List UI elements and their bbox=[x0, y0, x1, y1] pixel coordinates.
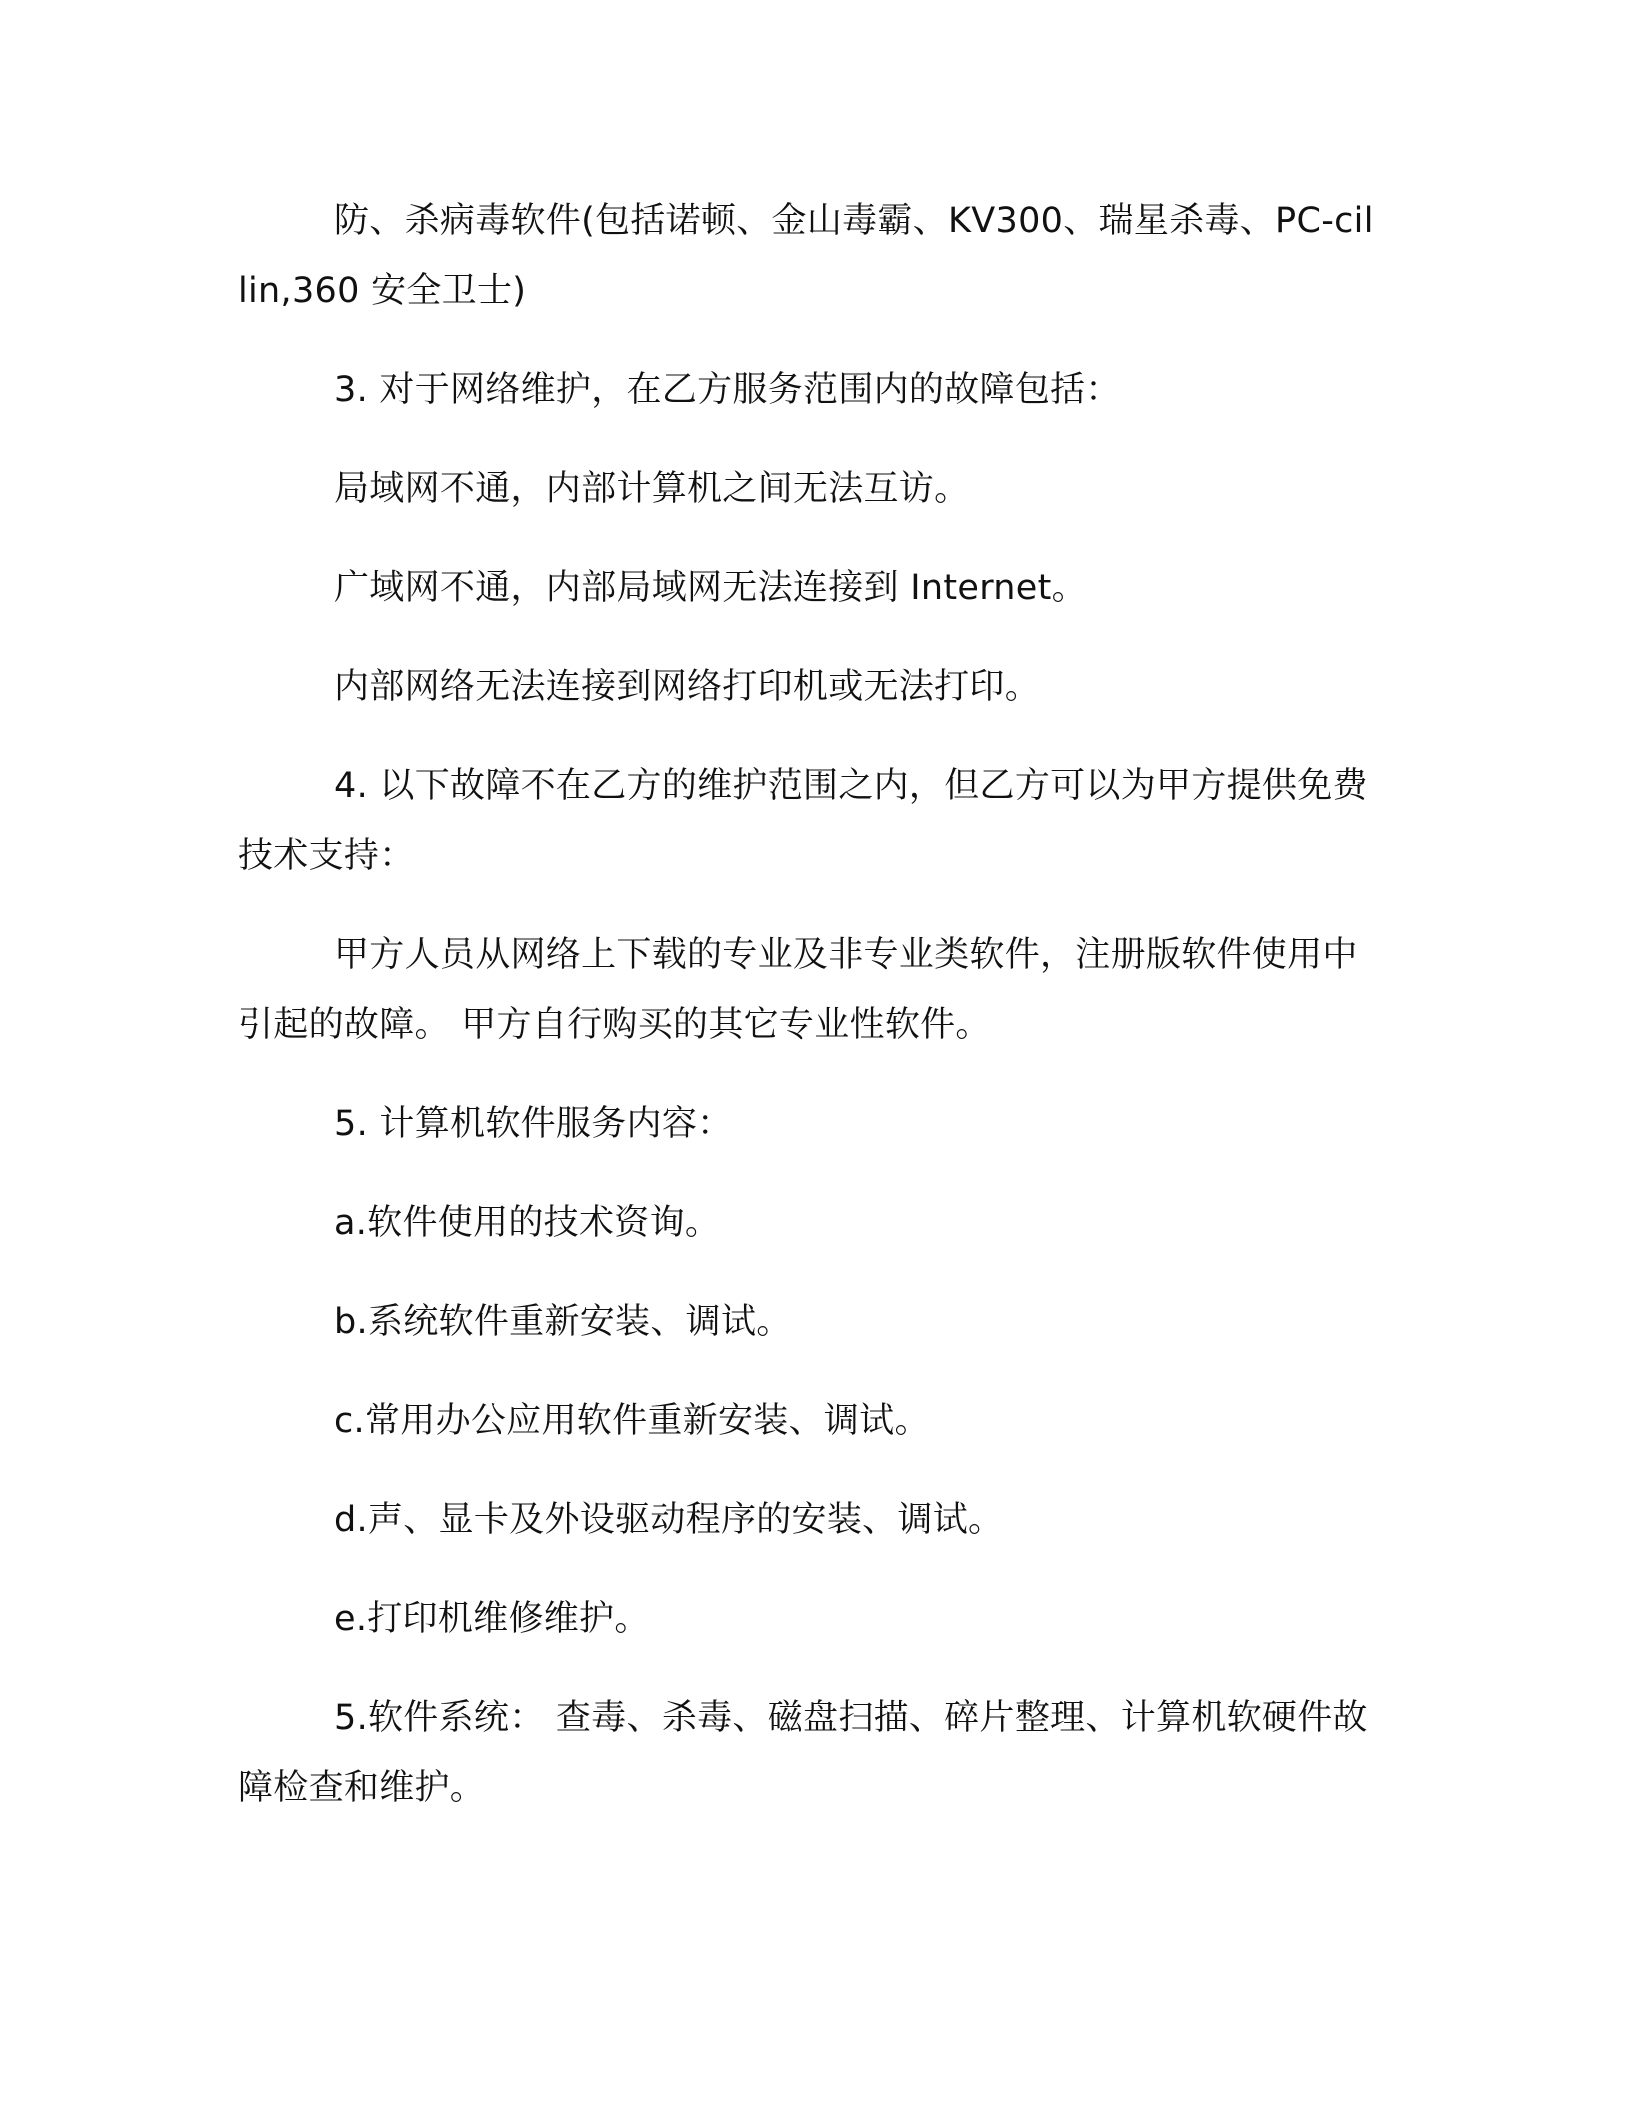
list-item-d: d.声、显卡及外设驱动程序的安装、调试。 bbox=[334, 1500, 1004, 1540]
paragraph-wan-fault: 广域网不通，内部局域网无法连接到 Internet。 bbox=[334, 568, 1087, 608]
paragraph-out-of-scope-heading: 4. 以下故障不在乙方的维护范围之内，但乙方可以为甲方提供免费技术支持： bbox=[238, 766, 1368, 876]
paragraph-antivirus-software: 防、杀病毒软件(包括诺顿、金山毒霸、KV300、瑞星杀毒、PC-cillin,360 安全卫士) bbox=[238, 201, 1374, 311]
paragraph-lan-fault: 局域网不通，内部计算机之间无法互访。 bbox=[334, 469, 970, 509]
list-item-c: c.常用办公应用软件重新安装、调试。 bbox=[334, 1401, 930, 1441]
list-item-b: b.系统软件重新安装、调试。 bbox=[334, 1302, 792, 1342]
paragraph-software-service-heading: 5. 计算机软件服务内容： bbox=[334, 1104, 733, 1144]
paragraph-printer-fault: 内部网络无法连接到网络打印机或无法打印。 bbox=[334, 667, 1041, 707]
paragraph-software-system: 5.软件系统： 查毒、杀毒、磁盘扫描、碎片整理、计算机软硬件故障检查和维护。 bbox=[238, 1698, 1368, 1808]
list-item-a: a.软件使用的技术资询。 bbox=[334, 1203, 721, 1243]
paragraph-network-maintenance-heading: 3. 对于网络维护，在乙方服务范围内的故障包括： bbox=[334, 370, 1121, 410]
document-body bbox=[238, 186, 1378, 1823]
paragraph-out-of-scope-detail: 甲方人员从网络上下载的专业及非专业类软件，注册版软件使用中引起的故障。 甲方自行购买的其它专业性软件。 bbox=[238, 935, 1358, 1045]
list-item-e: e.打印机维修维护。 bbox=[334, 1599, 650, 1639]
